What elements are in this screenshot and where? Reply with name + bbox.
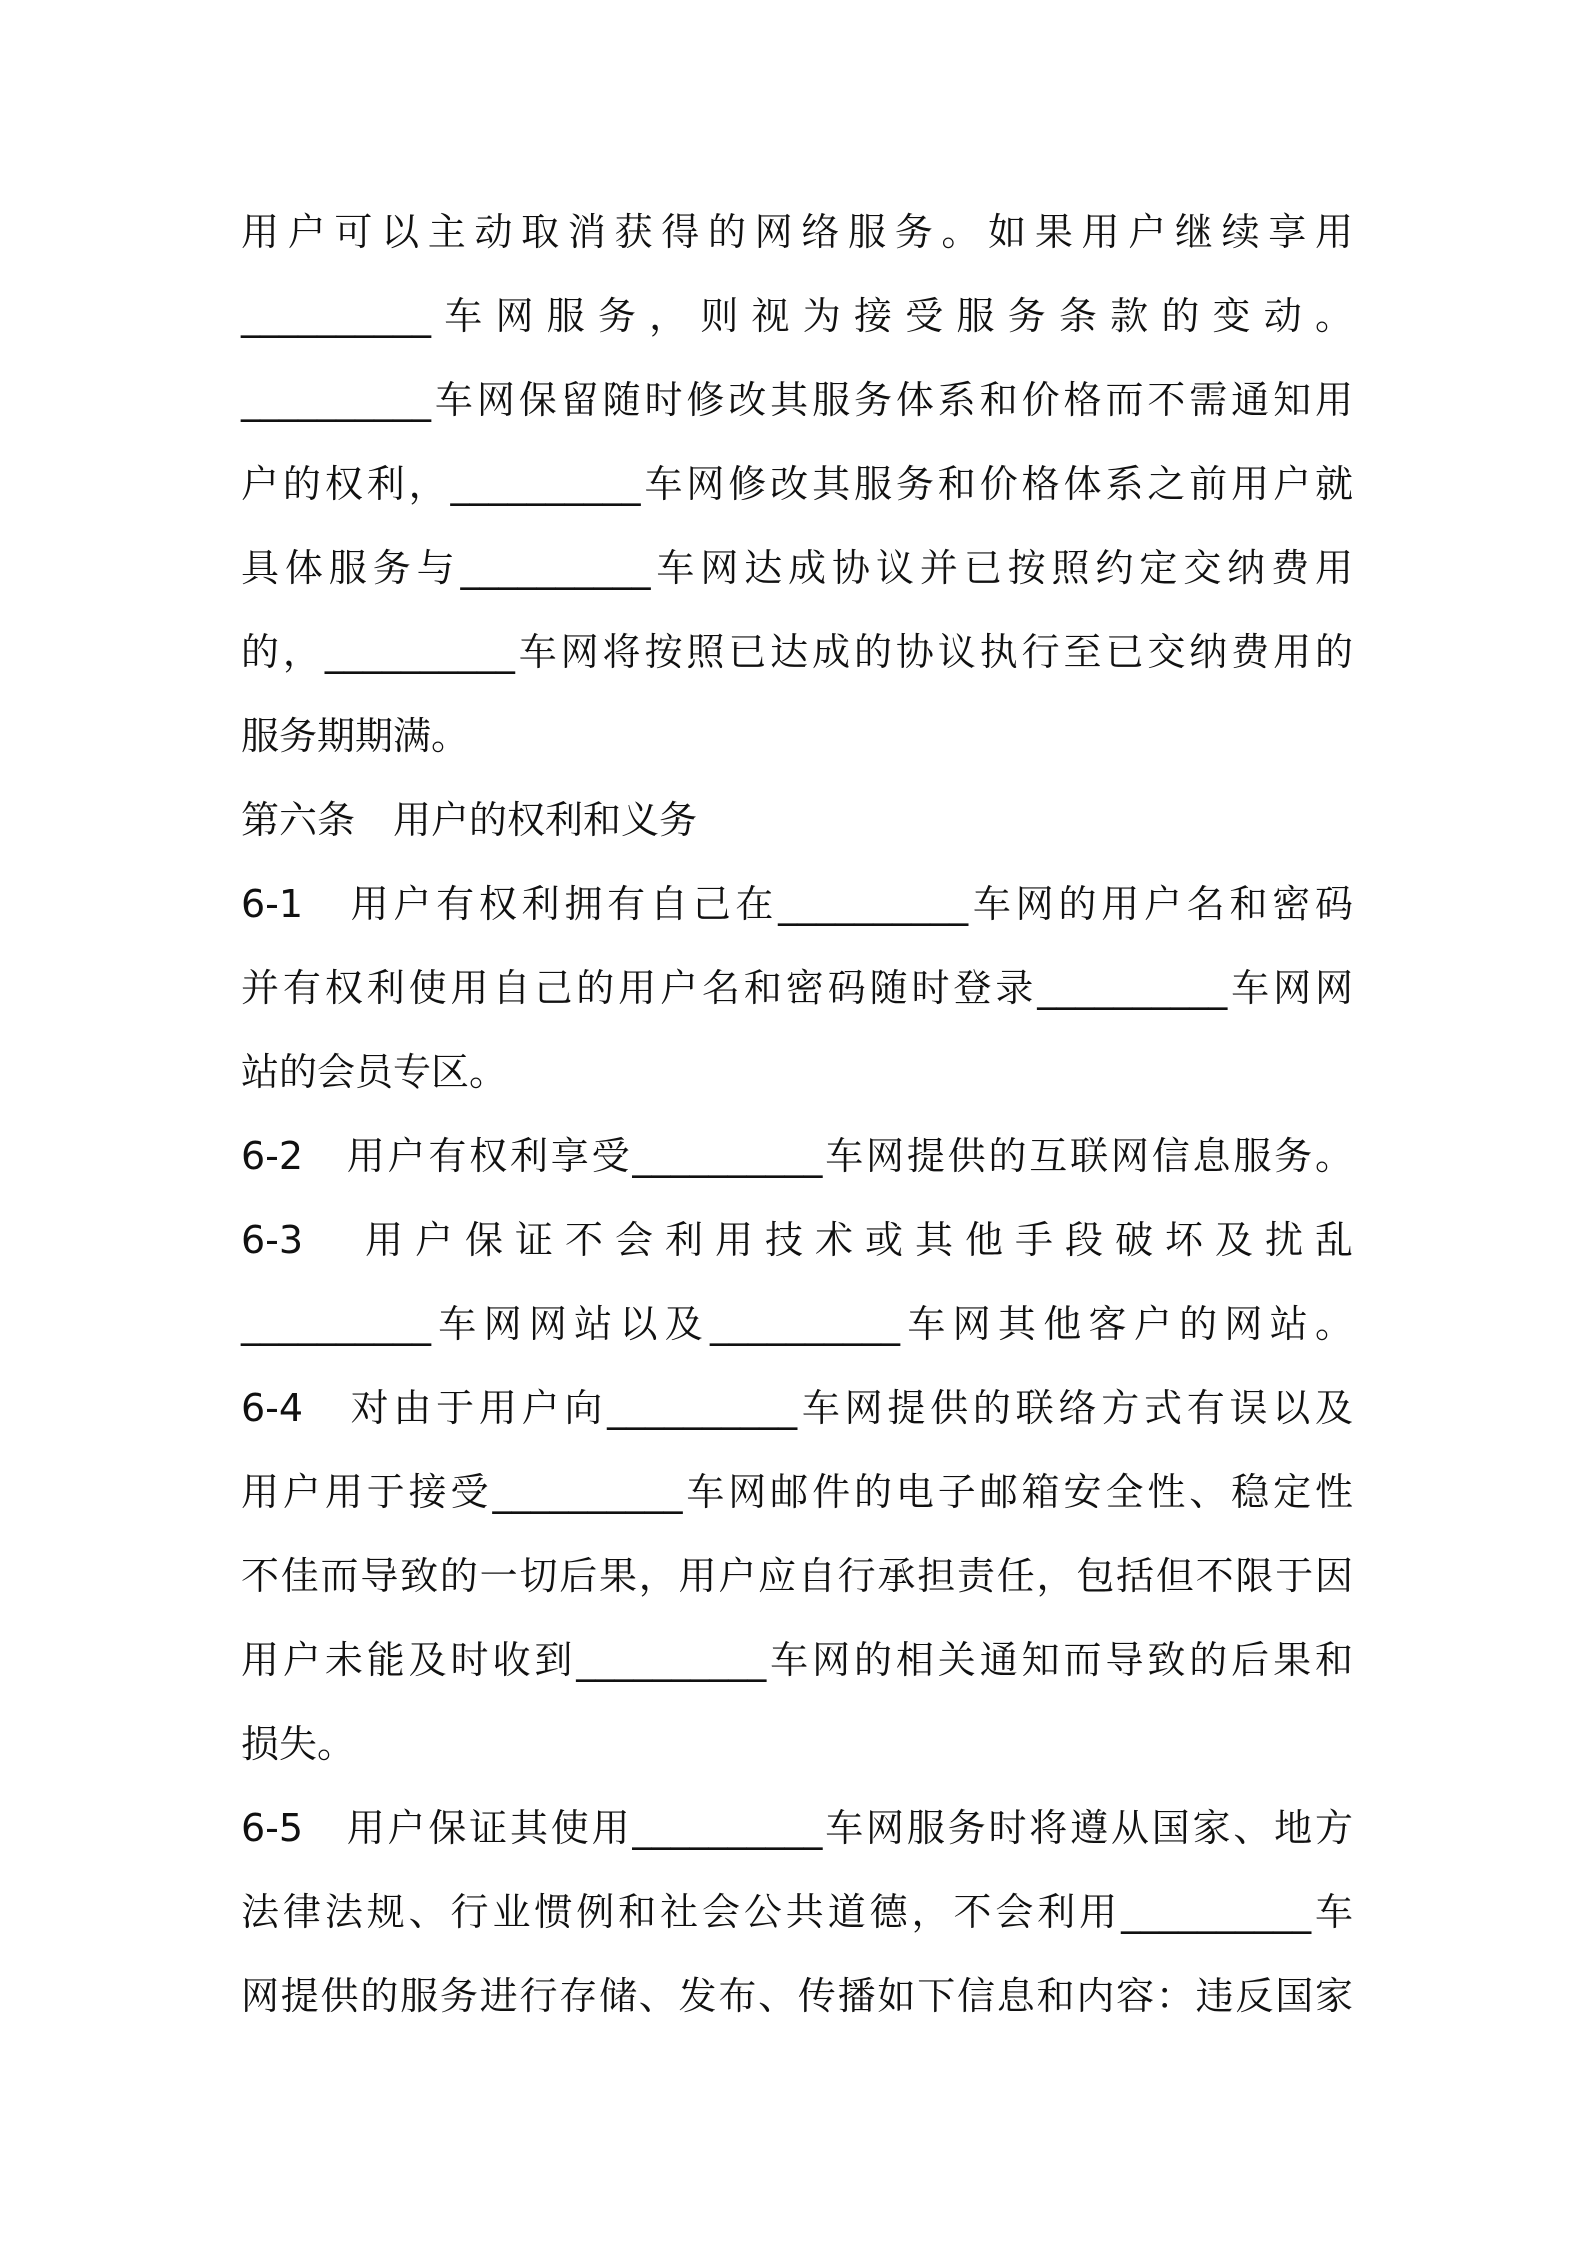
text-line: 6-5 用户保证其使用__________车网服务时将遵从国家、地方 — [241, 1806, 1353, 1850]
text-line: 并有权利使用自己的用户名和密码随时登录__________车网网 — [241, 966, 1353, 1010]
text-line: 用户可以主动取消获得的网络服务。如果用户继续享用 — [241, 210, 1353, 254]
text-line: 站的会员专区。 — [241, 1050, 508, 1094]
text-line: 不佳而导致的一切后果，用户应自行承担责任，包括但不限于因 — [241, 1554, 1353, 1598]
text-line: 损失。 — [241, 1722, 356, 1766]
text-line: __________车网保留随时修改其服务体系和价格而不需通知用 — [241, 378, 1353, 422]
text-line: 6-4 对由于用户向__________车网提供的联络方式有误以及 — [241, 1386, 1353, 1430]
text-line: 的，__________车网将按照已达成的协议执行至已交纳费用的 — [241, 630, 1353, 674]
text-line: 网提供的服务进行存储、发布、传播如下信息和内容：违反国家 — [241, 1974, 1353, 2018]
text-line: 法律法规、行业惯例和社会公共道德，不会利用__________车 — [241, 1890, 1353, 1934]
document-body — [241, 190, 1353, 2038]
text-line: __________车网网站以及__________车网其他客户的网站。 — [241, 1302, 1353, 1346]
text-line: 6-3 用户保证不会利用技术或其他手段破坏及扰乱 — [241, 1218, 1353, 1262]
text-line: 6-1 用户有权利拥有自己在__________车网的用户名和密码 — [241, 882, 1353, 926]
text-line: 用户未能及时收到__________车网的相关通知而导致的后果和 — [241, 1638, 1353, 1682]
text-line: __________车网服务，则视为接受服务条款的变动。 — [241, 294, 1353, 338]
text-line: 具体服务与__________车网达成协议并已按照约定交纳费用 — [241, 546, 1353, 590]
text-line: 服务期期满。 — [241, 714, 470, 758]
text-line: 户的权利，__________车网修改其服务和价格体系之前用户就 — [241, 462, 1353, 506]
text-line: 用户用于接受__________车网邮件的电子邮箱安全性、稳定性 — [241, 1470, 1353, 1514]
section-heading: 第六条 用户的权利和义务 — [241, 798, 698, 842]
text-line: 6-2 用户有权利享受__________车网提供的互联网信息服务。 — [241, 1134, 1353, 1178]
